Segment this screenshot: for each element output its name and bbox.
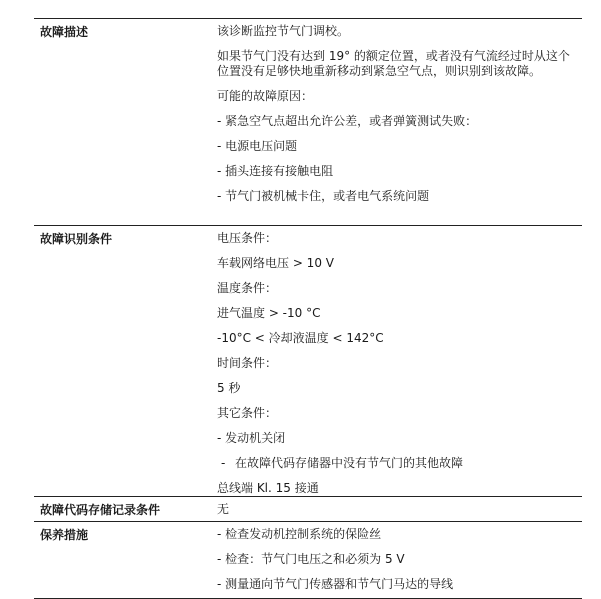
- maintenance-line: - 测量通向节气门传感器和节气门马达的导线: [217, 577, 454, 591]
- condition-line: 其它条件：: [217, 406, 278, 420]
- fault-info-table: [34, 18, 582, 599]
- row-label-storage-conditions: 故障代码存储记录条件: [34, 497, 211, 521]
- table-row-storage-conditions: [34, 496, 582, 521]
- condition-line: 电压条件：: [217, 231, 278, 245]
- table-row-detection-conditions: [34, 225, 582, 496]
- condition-line: 车载网络电压 > 10 V: [217, 256, 334, 270]
- description-line: - 节气门被机械卡住，或者电气系统问题: [217, 189, 430, 203]
- condition-line: 时间条件：: [217, 356, 278, 370]
- dash-marker: -: [221, 456, 226, 470]
- row-label-detection-conditions: 故障识别条件: [34, 226, 211, 496]
- description-line: - 插头连接有接触电阻: [217, 164, 334, 178]
- row-label-maintenance: 保养措施: [34, 522, 211, 598]
- condition-line: -10°C < 冷却液温度 < 142°C: [217, 331, 384, 345]
- condition-line: 5 秒: [217, 381, 241, 395]
- description-line: 该诊断监控节气门调校。: [217, 24, 350, 38]
- condition-line: 进气温度 > -10 °C: [217, 306, 321, 320]
- condition-line: 总线端 Kl. 15 接通: [217, 481, 319, 495]
- maintenance-line: - 检查：节气门电压之和必须为 5 V: [217, 552, 405, 566]
- row-label-fault-description: 故障描述: [34, 19, 211, 225]
- condition-line: 温度条件：: [217, 281, 278, 295]
- description-line: 如果节气门没有达到 19° 的额定位置，或者没有气流经过时从这个位置没有足够快地重新移动到紧急空气点，则识别到该故障。: [217, 49, 570, 78]
- row-content-storage-conditions: [211, 497, 582, 521]
- condition-line-dashed: [217, 456, 578, 471]
- row-content-detection-conditions: [211, 226, 582, 496]
- condition-line-text: 在故障代码存储器中没有节气门的其他故障: [235, 456, 464, 470]
- description-line: 可能的故障原因：: [217, 89, 314, 103]
- description-line: - 电源电压问题: [217, 139, 298, 153]
- table-row-maintenance: [34, 521, 582, 599]
- table-row-fault-description: [34, 18, 582, 225]
- row-content-maintenance: [211, 522, 582, 598]
- condition-line: - 发动机关闭: [217, 431, 286, 445]
- storage-line: 无: [217, 502, 230, 516]
- row-content-fault-description: [211, 19, 582, 225]
- maintenance-line: - 检查发动机控制系统的保险丝: [217, 527, 382, 541]
- description-line: - 紧急空气点超出允许公差，或者弹簧测试失败：: [217, 114, 478, 128]
